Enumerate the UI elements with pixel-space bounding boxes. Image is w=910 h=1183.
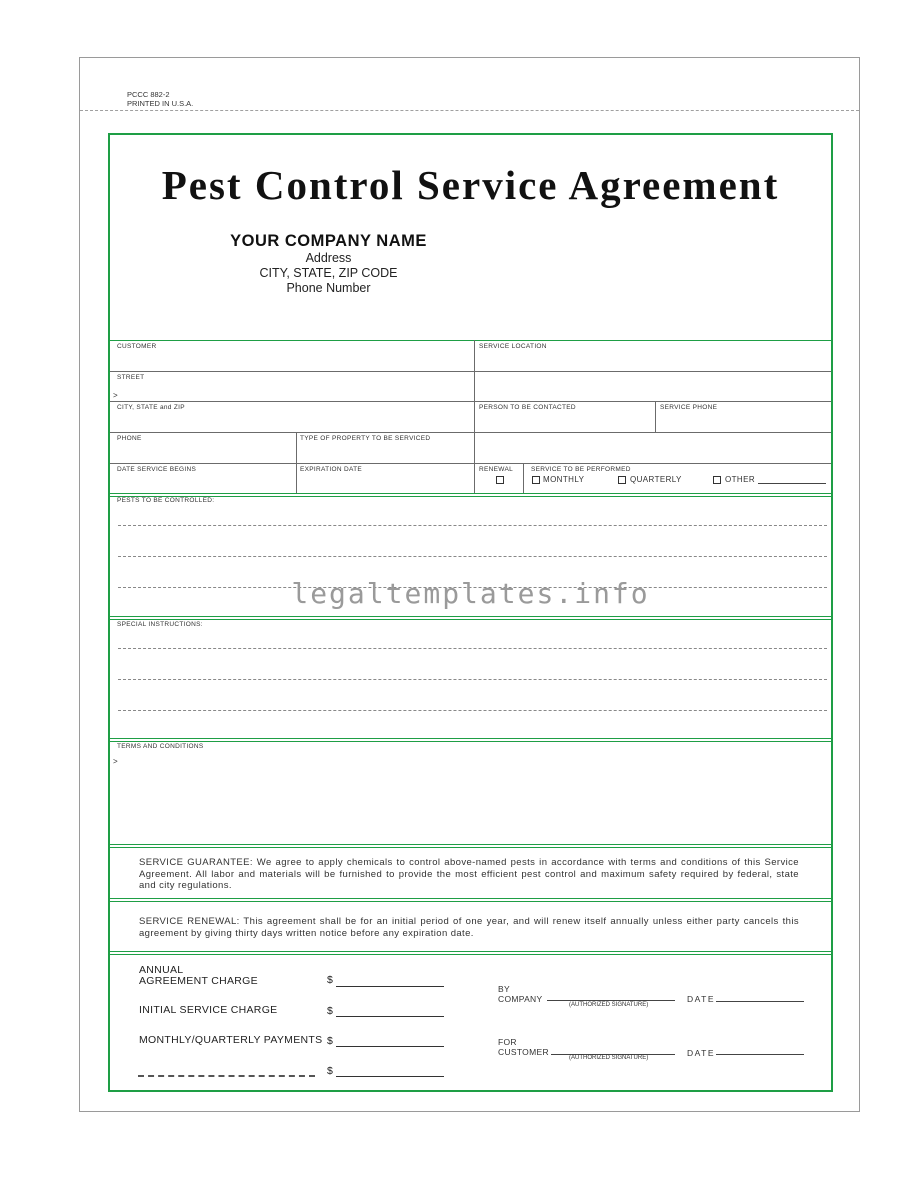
service-guarantee-text: SERVICE GUARANTEE: We agree to apply chemicals to control above-named pests in accordance with terms and conditions of this Service Agreement. All labor and materials will be furnished to provide the most efficient pest control and maximum safety required by federal, state and city regulations. (139, 857, 799, 891)
special-line[interactable] (118, 679, 827, 680)
section-divider (110, 898, 831, 902)
pests-line[interactable] (118, 556, 827, 557)
company-phone: Phone Number (286, 281, 371, 295)
property-type-label: TYPE OF PROPERTY TO BE SERVICED (300, 435, 431, 442)
phone-label: PHONE (117, 435, 142, 442)
form-title: Pest Control Service Agreement (161, 162, 780, 208)
monthly-label: MONTHLY (543, 475, 585, 484)
quarterly-label: QUARTERLY (630, 475, 682, 484)
watermark: legaltemplates.info (291, 577, 650, 610)
annual-charge-line2: AGREEMENT CHARGE (139, 975, 258, 987)
custom-charge-label-blank[interactable] (138, 1075, 315, 1077)
section-divider (110, 951, 831, 955)
city-state-zip-label: CITY, STATE and ZIP (117, 404, 185, 411)
service-location-field[interactable] (475, 340, 831, 371)
pests-label: PESTS TO BE CONTROLLED: (117, 497, 215, 504)
service-location-label: SERVICE LOCATION (479, 343, 547, 350)
chevron-right-icon: > (113, 757, 118, 766)
service-location-field-2[interactable] (475, 371, 831, 401)
chevron-right-icon: > (113, 391, 118, 400)
form-code-block (127, 90, 193, 108)
customer-label-sig: CUSTOMER (498, 1047, 549, 1057)
company-name: YOUR COMPANY NAME (230, 232, 427, 250)
payments-label: MONTHLY/QUARTERLY PAYMENTS (139, 1034, 323, 1046)
street-field[interactable] (110, 371, 474, 401)
date-begins-field[interactable] (110, 463, 296, 494)
company-date-label: DATE (687, 994, 716, 1004)
annual-dollar: $ (327, 974, 333, 986)
customer-date-line[interactable] (716, 1054, 804, 1055)
monthly-checkbox[interactable] (532, 476, 540, 484)
section-divider (110, 493, 831, 497)
renewal-label: RENEWAL (479, 466, 514, 473)
custom-dollar: $ (327, 1065, 333, 1077)
other-label: OTHER (725, 475, 755, 484)
special-line[interactable] (118, 648, 827, 649)
section-divider (110, 616, 831, 620)
for-customer-label (498, 1037, 549, 1057)
section-divider (110, 738, 831, 742)
annual-charge-line1: ANNUAL (139, 964, 184, 976)
city-state-zip-field[interactable] (110, 401, 474, 432)
agreement-form (108, 133, 833, 1092)
customer-label: CUSTOMER (117, 343, 157, 350)
contact-person-field[interactable] (475, 401, 655, 432)
form-code: PCCC 882-2 (127, 90, 170, 99)
service-phone-field[interactable] (656, 401, 831, 432)
phone-field[interactable] (110, 432, 296, 463)
customer-field[interactable] (110, 340, 474, 371)
perforation-line (80, 110, 859, 111)
service-renewal-text: SERVICE RENEWAL: This agreement shall be for an initial period of one year, and will renew itself annually unless either party cancels this agreement by giving thirty days written notice before any expiration date. (139, 916, 799, 939)
annual-charge-label (139, 965, 258, 987)
terms-label: TERMS AND CONDITIONS (117, 743, 204, 750)
street-label: STREET (117, 374, 145, 381)
date-begins-label: DATE SERVICE BEGINS (117, 466, 197, 473)
company-city: CITY, STATE, ZIP CODE (259, 266, 398, 280)
payments-dollar: $ (327, 1035, 333, 1047)
service-performed-label: SERVICE TO BE PERFORMED (531, 466, 631, 473)
company-block (150, 232, 507, 296)
custom-charge-input[interactable] (336, 1076, 444, 1077)
other-checkbox[interactable] (713, 476, 721, 484)
section-divider (110, 844, 831, 848)
property-type-field[interactable] (297, 432, 831, 463)
for-label: FOR (498, 1037, 517, 1047)
grid-line (523, 463, 524, 494)
renewal-checkbox[interactable] (496, 476, 504, 484)
company-address: Address (305, 251, 352, 265)
customer-date-label: DATE (687, 1048, 716, 1058)
terms-field[interactable] (110, 753, 831, 843)
other-input-line[interactable] (758, 483, 826, 484)
pests-line[interactable] (118, 525, 827, 526)
annual-charge-input[interactable] (336, 986, 444, 987)
payments-input[interactable] (336, 1046, 444, 1047)
customer-signature-caption: (AUTHORIZED SIGNATURE) (569, 1055, 649, 1061)
expiration-date-field[interactable] (297, 463, 474, 494)
expiration-date-label: EXPIRATION DATE (300, 466, 363, 473)
company-label: COMPANY (498, 994, 543, 1004)
initial-charge-label: INITIAL SERVICE CHARGE (139, 1004, 278, 1016)
company-date-line[interactable] (716, 1001, 804, 1002)
initial-charge-input[interactable] (336, 1016, 444, 1017)
printed-in: PRINTED IN U.S.A. (127, 99, 194, 108)
contact-person-label: PERSON TO BE CONTACTED (479, 404, 576, 411)
special-instructions-label: SPECIAL INSTRUCTIONS: (117, 621, 203, 628)
initial-dollar: $ (327, 1005, 333, 1017)
by-company-label (498, 984, 542, 1004)
by-label: BY (498, 984, 510, 994)
special-line[interactable] (118, 710, 827, 711)
quarterly-checkbox[interactable] (618, 476, 626, 484)
company-signature-line[interactable] (547, 1000, 675, 1001)
company-signature-caption: (AUTHORIZED SIGNATURE) (569, 1002, 649, 1008)
service-phone-label: SERVICE PHONE (660, 404, 718, 411)
